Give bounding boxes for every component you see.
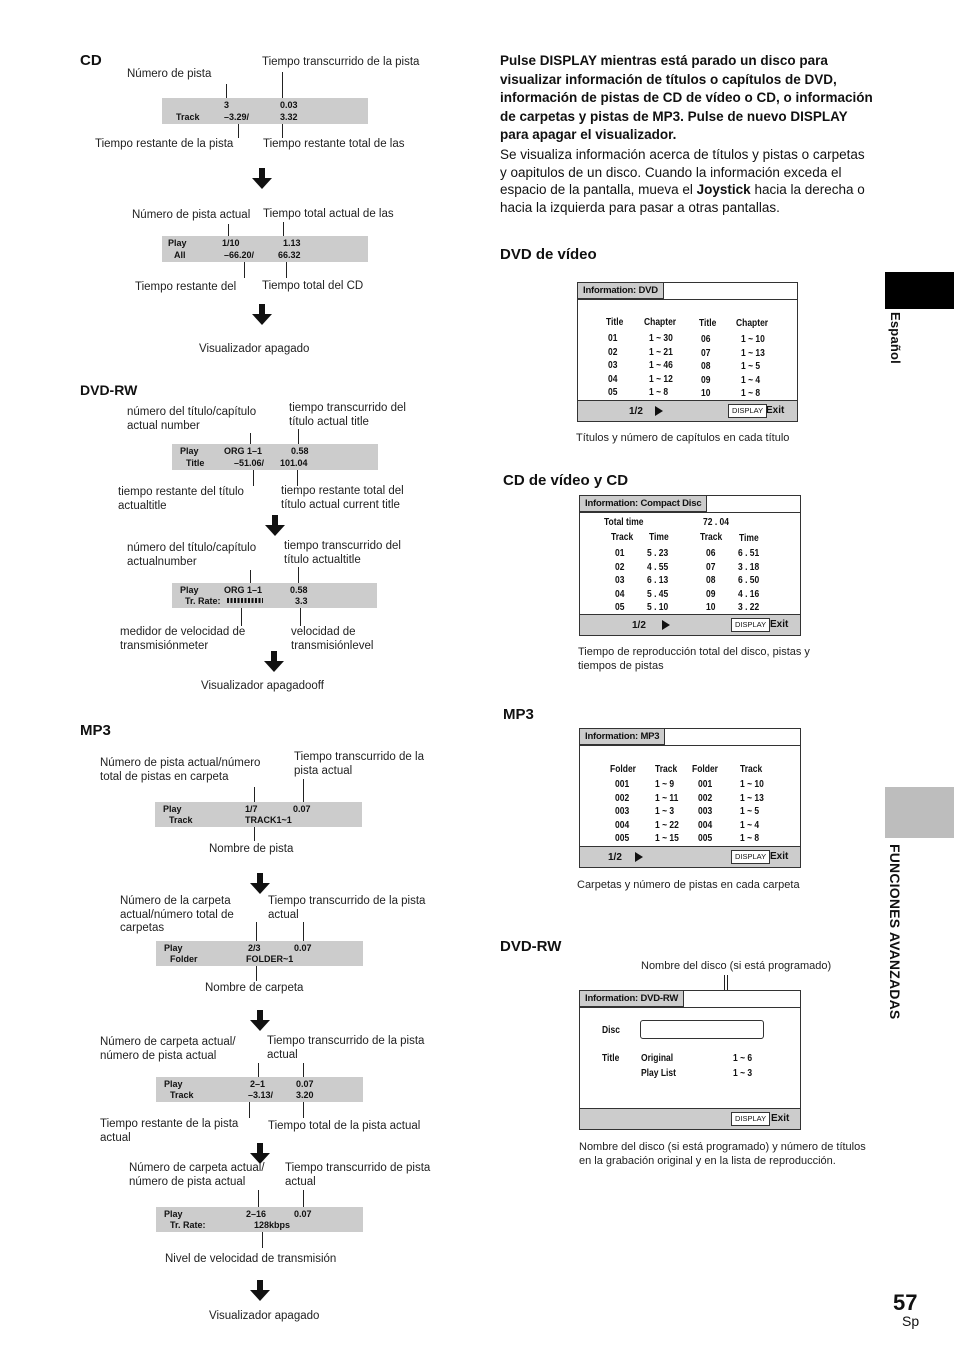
vcd-info-footer bbox=[580, 614, 800, 635]
language-label: Español bbox=[888, 312, 903, 364]
transfer-rate-meter bbox=[227, 598, 263, 603]
table-cell: 1 ~ 30 bbox=[649, 333, 673, 344]
bar-value: Play bbox=[164, 1079, 183, 1089]
dvdrw-label-elapsed-2: tiempo transcurrido del título actualtitle bbox=[284, 540, 401, 566]
table-cell: 1 ~ 4 bbox=[740, 819, 760, 831]
dvdrw-info-heading: DVD-RW bbox=[500, 938, 562, 955]
vcd-col-times-1 bbox=[647, 547, 672, 615]
dvdrw-label-rate-level: velocidad de transmisiónlevel bbox=[291, 626, 374, 652]
bar-value: 0.03 bbox=[280, 100, 298, 110]
table-cell: 1 ~ 8 bbox=[649, 387, 669, 399]
leader-line bbox=[262, 1232, 263, 1248]
table-cell: 001 bbox=[615, 779, 630, 790]
page-number: 57 bbox=[893, 1290, 918, 1315]
leader-line bbox=[300, 608, 301, 626]
mp3-label-rate: Nivel de velocidad de transmisión bbox=[165, 1253, 337, 1265]
mp3-label-folder-total: Número de la carpeta actual/número total de carpetas bbox=[120, 895, 234, 934]
dvdrw-label-elapsed: tiempo transcurrido del título actual title bbox=[289, 402, 406, 428]
bar-value: 2–16 bbox=[246, 1209, 267, 1219]
cd-heading: CD bbox=[80, 52, 102, 69]
bar-value: Title bbox=[186, 458, 205, 468]
column-header: Chapter bbox=[644, 317, 677, 328]
leader-line bbox=[258, 1190, 259, 1208]
bar-value: Play bbox=[168, 238, 187, 248]
table-cell: 08 bbox=[706, 575, 716, 587]
table-cell: 1 ~ 8 bbox=[740, 833, 760, 845]
exit-label[interactable]: Exit bbox=[770, 851, 789, 862]
display-button[interactable]: DISPLAY bbox=[731, 850, 770, 864]
exit-label[interactable]: Exit bbox=[771, 1113, 790, 1124]
table-cell: 06 bbox=[701, 334, 711, 345]
bar-value: 3.3 bbox=[295, 596, 308, 606]
cd-label-total-cd: Tiempo total del CD bbox=[262, 280, 364, 292]
mp3-label-elapsed-2: Tiempo transcurrido de la pista actual bbox=[268, 895, 426, 921]
vcd-col-tracks-1 bbox=[615, 547, 626, 615]
exit-label[interactable]: Exit bbox=[766, 405, 785, 416]
table-cell: 003 bbox=[615, 806, 630, 818]
leader-line bbox=[303, 1102, 304, 1118]
leader-line bbox=[258, 1063, 259, 1077]
dvdrw-heading: DVD-RW bbox=[80, 382, 138, 398]
table-cell: 5 . 10 bbox=[647, 602, 669, 614]
table-cell: 1 ~ 4 bbox=[741, 374, 761, 386]
bar-value: 3 bbox=[224, 100, 230, 110]
leader-line bbox=[282, 124, 283, 138]
leader-line bbox=[297, 470, 298, 486]
total-time-value: 72 . 04 bbox=[703, 517, 730, 528]
table-cell: 1 ~ 5 bbox=[741, 361, 761, 373]
playlist-label: Play List bbox=[641, 1068, 676, 1079]
dvd-col-titles-1 bbox=[608, 332, 619, 400]
disc-label: Disc bbox=[602, 1025, 620, 1036]
down-arrow-icon bbox=[250, 1010, 270, 1032]
next-page-icon[interactable] bbox=[655, 406, 663, 416]
bar-value: 1/7 bbox=[245, 804, 258, 814]
down-arrow-icon bbox=[265, 515, 285, 537]
table-cell: 001 bbox=[698, 779, 713, 790]
dvdrw-label-remaining: tiempo restante del título actualtitle bbox=[118, 486, 244, 512]
dvd-info-footer bbox=[578, 400, 797, 421]
down-arrow-icon bbox=[264, 651, 284, 673]
language-tab-marker bbox=[885, 272, 954, 309]
mp3-display-bar-1 bbox=[155, 802, 362, 827]
mp3-info-tab: Information: MP3 bbox=[579, 728, 665, 745]
mp3-heading: MP3 bbox=[80, 722, 111, 739]
page-indicator: 1/2 bbox=[629, 406, 643, 417]
mp3-label-elapsed-4: Tiempo transcurrido de pista actual bbox=[285, 1162, 431, 1188]
dvdrw-label-total-remaining: tiempo restante total del título actual current title bbox=[281, 485, 404, 511]
mp3-col-tracks-1 bbox=[655, 778, 683, 846]
leader-line bbox=[249, 1102, 250, 1118]
vcd-info-tab: Information: Compact Disc bbox=[579, 495, 707, 512]
bar-value: 3.32 bbox=[280, 112, 298, 122]
language-code: Sp bbox=[902, 1313, 920, 1329]
bar-value: Play bbox=[180, 585, 199, 595]
mp3-display-bar-2 bbox=[156, 941, 363, 966]
table-cell: 01 bbox=[608, 333, 618, 344]
intro-text: Se visualiza información acerca de títulos y pistas o carpetas y oapitulos de un disco. Cuando la información exceda el espacio de la pantalla, mueva el bbox=[500, 147, 865, 197]
table-cell: 02 bbox=[608, 346, 618, 358]
cd-label-total-remaining: Tiempo restante total de las bbox=[263, 138, 405, 150]
bar-value: –66.20/ bbox=[224, 250, 255, 260]
leader-line bbox=[303, 779, 304, 802]
next-page-icon[interactable] bbox=[635, 852, 643, 862]
dvdrw-info-window bbox=[579, 990, 801, 1130]
table-cell: 04 bbox=[615, 588, 625, 600]
mp3-label-folder-track: Número de carpeta actual/ número de pista actual bbox=[100, 1036, 236, 1062]
bar-value: Play bbox=[163, 804, 182, 814]
column-header: Track bbox=[611, 532, 634, 543]
bar-value: –3.29/ bbox=[224, 112, 250, 122]
dvd-info-window bbox=[577, 282, 798, 422]
leader-line bbox=[303, 922, 304, 941]
table-cell: 1 ~ 15 bbox=[655, 833, 679, 845]
section-label: FUNCIONES AVANZADAS bbox=[887, 844, 903, 1020]
total-time-label: Total time bbox=[604, 517, 644, 528]
bar-value: 0.58 bbox=[290, 585, 308, 595]
mp3-label-total: Tiempo total de la pista actual bbox=[268, 1120, 421, 1132]
dvd-col-chapters-2 bbox=[741, 333, 769, 401]
leader-line bbox=[256, 966, 257, 981]
table-cell: 1 ~ 8 bbox=[741, 388, 761, 400]
leader-line bbox=[256, 922, 257, 941]
cd-label-remaining-disc: Tiempo restante del bbox=[135, 281, 237, 293]
table-cell: 1 ~ 13 bbox=[741, 347, 765, 359]
table-cell: 005 bbox=[615, 833, 630, 845]
leader-line bbox=[303, 1190, 304, 1208]
table-cell: 1 ~ 22 bbox=[655, 819, 679, 831]
bar-value: 0.07 bbox=[296, 1079, 314, 1089]
table-cell: 003 bbox=[698, 806, 713, 818]
vcd-heading: CD de vídeo y CD bbox=[503, 472, 629, 489]
table-cell: 10 bbox=[706, 602, 716, 614]
leader-line bbox=[282, 72, 283, 100]
leader-line bbox=[298, 429, 299, 445]
dvdrw-label-title-chapter-2: número del título/capítulo actualnumber bbox=[127, 542, 257, 568]
table-cell: 07 bbox=[701, 347, 711, 359]
bar-value: Tr. Rate: bbox=[170, 1220, 206, 1230]
cd-display-bar-1 bbox=[162, 98, 368, 124]
bar-value: Play bbox=[164, 1209, 183, 1219]
table-cell: 1 ~ 3 bbox=[655, 806, 675, 818]
dvd-heading: DVD de vídeo bbox=[500, 246, 597, 263]
table-cell: 08 bbox=[701, 361, 711, 373]
table-cell: 03 bbox=[608, 360, 618, 372]
intro-paragraph bbox=[500, 146, 875, 216]
bar-value: All bbox=[174, 250, 186, 260]
table-cell: 4 . 55 bbox=[647, 561, 669, 573]
leader-line bbox=[241, 608, 242, 626]
title-label: Title bbox=[602, 1053, 620, 1064]
leader-line bbox=[298, 567, 299, 584]
mp3-label-track-name: Nombre de pista bbox=[209, 843, 294, 855]
intro-joystick: Joystick bbox=[696, 182, 751, 197]
disc-name-field[interactable] bbox=[640, 1020, 764, 1039]
dvdrw-label-meter: medidor de velocidad de transmisiónmeter bbox=[120, 626, 246, 652]
playlist-value: 1 ~ 3 bbox=[733, 1068, 753, 1079]
cd-display-bar-2 bbox=[162, 236, 368, 262]
table-cell: 03 bbox=[615, 575, 625, 587]
down-arrow-icon bbox=[250, 1280, 270, 1302]
bar-value: 3.20 bbox=[296, 1090, 314, 1100]
bar-value: 66.32 bbox=[278, 250, 301, 260]
mp3-info-heading: MP3 bbox=[503, 706, 534, 723]
table-cell: 10 bbox=[701, 388, 711, 400]
mp3-label-elapsed: Tiempo transcurrido de la pista actual bbox=[294, 751, 424, 777]
mp3-info-caption: Carpetas y número de pistas en cada carpeta bbox=[577, 879, 800, 891]
vcd-caption: Tiempo de reproducción total del disco, pistas y tiempos de pistas bbox=[578, 646, 810, 672]
bar-value: 2/3 bbox=[248, 943, 261, 953]
table-cell: 6 . 13 bbox=[647, 575, 669, 587]
mp3-display-off: Visualizador apagado bbox=[209, 1310, 320, 1322]
table-cell: 1 ~ 21 bbox=[649, 346, 673, 358]
bar-value: Track bbox=[176, 112, 200, 122]
mp3-label-remaining: Tiempo restante de la pista actual bbox=[100, 1118, 239, 1144]
table-cell: 1 ~ 12 bbox=[649, 373, 673, 385]
table-cell: 6 . 51 bbox=[738, 548, 760, 559]
leader-line bbox=[254, 827, 255, 841]
table-cell: 1 ~ 9 bbox=[655, 779, 675, 790]
down-arrow-icon bbox=[250, 873, 270, 895]
bar-value: 0.07 bbox=[294, 1209, 312, 1219]
leader-line bbox=[253, 470, 254, 486]
mp3-col-folders-2 bbox=[698, 778, 715, 846]
table-cell: 1 ~ 5 bbox=[740, 806, 760, 818]
bar-value: Tr. Rate: bbox=[185, 596, 221, 606]
bar-value: 128kbps bbox=[254, 1220, 291, 1230]
cd-label-total-current: Tiempo total actual de las bbox=[263, 208, 394, 220]
column-header: Track bbox=[740, 764, 763, 775]
bar-value: 0.07 bbox=[293, 804, 311, 814]
bar-value: Folder bbox=[170, 954, 198, 964]
mp3-label-folder-track-2: Número de carpeta actual/ número de pista actual bbox=[129, 1162, 265, 1188]
column-header: Folder bbox=[610, 764, 636, 775]
table-cell: 05 bbox=[608, 387, 618, 399]
bar-value: 2–1 bbox=[250, 1079, 266, 1089]
bar-value: ORG 1–1 bbox=[224, 585, 263, 595]
mp3-info-window bbox=[579, 728, 801, 868]
table-cell: 004 bbox=[615, 819, 630, 831]
dvdrw-info-tab: Information: DVD-RW bbox=[579, 990, 684, 1007]
column-header: Time bbox=[739, 533, 759, 544]
table-cell: 004 bbox=[698, 819, 713, 831]
table-cell: 05 bbox=[615, 602, 625, 614]
leader-line bbox=[286, 262, 287, 278]
cd-label-remaining: Tiempo restante de la pista bbox=[95, 138, 234, 150]
column-header: Title bbox=[606, 317, 624, 328]
table-cell: 1 ~ 10 bbox=[741, 334, 765, 345]
table-cell: 01 bbox=[615, 548, 625, 559]
intro-text: hacia la derecha o hacia la izquierda para pasar a otras pantallas. bbox=[500, 182, 865, 215]
down-arrow-icon bbox=[252, 168, 272, 190]
vcd-col-times-2 bbox=[738, 547, 763, 615]
table-cell: 07 bbox=[706, 561, 716, 573]
vcd-info-window bbox=[579, 495, 801, 636]
table-cell: 005 bbox=[698, 833, 713, 845]
bar-value: 1/10 bbox=[222, 238, 240, 248]
mp3-display-bar-4 bbox=[156, 1207, 363, 1232]
next-page-icon[interactable] bbox=[662, 620, 670, 630]
table-cell: 1 ~ 11 bbox=[655, 792, 679, 804]
intro-bold: Pulse DISPLAY mientras está parado un disco para visualizar información de títulos o capítulos de DVD, información de pistas de CD de vídeo o CD, o información de carpetas y pistas de MP3. Pulse de nuevo DISPLAY para apagar el visualizador. bbox=[500, 53, 873, 142]
down-arrow-icon bbox=[252, 304, 272, 326]
table-cell: 1 ~ 13 bbox=[740, 792, 764, 804]
leader-line bbox=[244, 262, 245, 278]
dvdrw-label-title-chapter: número del título/capítulo actual number bbox=[127, 406, 257, 432]
bar-value: 101.04 bbox=[280, 458, 308, 468]
cd-label-track-number: Número de pista bbox=[127, 68, 212, 80]
column-header: Track bbox=[700, 532, 723, 543]
column-header: Chapter bbox=[736, 318, 769, 329]
bar-value: Play bbox=[180, 446, 199, 456]
bar-value: FOLDER~1 bbox=[246, 954, 294, 964]
table-cell: 04 bbox=[608, 373, 618, 385]
leader-line bbox=[303, 1063, 304, 1077]
exit-label[interactable]: Exit bbox=[770, 619, 789, 630]
vcd-col-tracks-2 bbox=[706, 547, 717, 615]
dvdrw-display-bar-2 bbox=[172, 583, 377, 608]
cd-label-elapsed: Tiempo transcurrido de la pista bbox=[262, 56, 420, 68]
mp3-label-folder-name: Nombre de carpeta bbox=[205, 982, 304, 994]
table-cell: 1 ~ 10 bbox=[740, 779, 764, 790]
table-cell: 6 . 50 bbox=[738, 575, 760, 587]
bar-value: Play bbox=[164, 943, 183, 953]
bar-value: Track bbox=[169, 815, 193, 825]
mp3-col-folders-1 bbox=[615, 778, 632, 846]
section-tab-marker bbox=[885, 787, 954, 838]
mp3-label-track-total: Número de pista actual/número total de pistas en carpeta bbox=[100, 757, 261, 783]
table-cell: 06 bbox=[706, 548, 716, 559]
leader-line bbox=[238, 124, 239, 138]
dvd-col-chapters-1 bbox=[649, 332, 677, 400]
display-button[interactable]: DISPLAY bbox=[731, 1112, 770, 1126]
mp3-label-elapsed-3: Tiempo transcurrido de la pista actual bbox=[267, 1035, 425, 1061]
mp3-display-bar-3 bbox=[156, 1077, 363, 1102]
bar-value: ORG 1–1 bbox=[224, 446, 263, 456]
dvdrw-callout: Nombre del disco (si está programado) bbox=[641, 960, 832, 972]
cd-label-current-track: Número de pista actual bbox=[132, 209, 251, 221]
column-header: Time bbox=[649, 532, 669, 543]
bar-value: Track bbox=[170, 1090, 194, 1100]
mp3-col-tracks-2 bbox=[740, 778, 768, 846]
bar-value: 0.07 bbox=[294, 943, 312, 953]
table-cell: 3 . 22 bbox=[738, 602, 760, 614]
table-cell: 09 bbox=[701, 374, 711, 386]
table-cell: 4 . 16 bbox=[738, 588, 760, 600]
original-label: Original bbox=[641, 1053, 674, 1064]
table-cell: 5 . 45 bbox=[647, 588, 669, 600]
leader-line bbox=[254, 787, 255, 802]
original-value: 1 ~ 6 bbox=[733, 1053, 753, 1064]
dvdrw-info-footer bbox=[580, 1108, 800, 1129]
display-button[interactable]: DISPLAY bbox=[731, 618, 770, 632]
mp3-info-footer bbox=[580, 846, 800, 867]
table-cell: 09 bbox=[706, 588, 716, 600]
table-cell: 002 bbox=[615, 792, 630, 804]
column-header: Title bbox=[699, 318, 717, 329]
dvd-info-tab: Information: DVD bbox=[577, 282, 664, 299]
dvd-caption: Títulos y número de capítulos en cada título bbox=[576, 432, 790, 444]
table-cell: 02 bbox=[615, 561, 625, 573]
bar-value: 1.13 bbox=[283, 238, 301, 248]
display-button[interactable]: DISPLAY bbox=[728, 404, 767, 418]
cd-display-off: Visualizador apagado bbox=[199, 343, 310, 355]
bar-value: TRACK1~1 bbox=[245, 815, 292, 825]
page-indicator: 1/2 bbox=[608, 852, 622, 863]
bar-value: 0.58 bbox=[291, 446, 309, 456]
table-cell: 002 bbox=[698, 792, 713, 804]
dvdrw-display-off: Visualizador apagadooff bbox=[201, 680, 324, 692]
dvdrw-info-caption: Nombre del disco (si está programado) y número de títulos en la grabación original y en la lista de reproducción. bbox=[579, 1141, 866, 1167]
bar-value: –51.06/ bbox=[234, 458, 265, 468]
dvdrw-display-bar-1 bbox=[172, 444, 378, 470]
column-header: Track bbox=[655, 764, 678, 775]
bar-value: –3.13/ bbox=[248, 1090, 274, 1100]
table-cell: 5 . 23 bbox=[647, 548, 669, 559]
table-cell: 1 ~ 46 bbox=[649, 360, 673, 372]
leader-line bbox=[250, 570, 251, 584]
page-indicator: 1/2 bbox=[632, 620, 646, 631]
dvd-col-titles-2 bbox=[701, 333, 712, 401]
column-header: Folder bbox=[692, 764, 718, 775]
table-cell: 3 . 18 bbox=[738, 561, 760, 573]
